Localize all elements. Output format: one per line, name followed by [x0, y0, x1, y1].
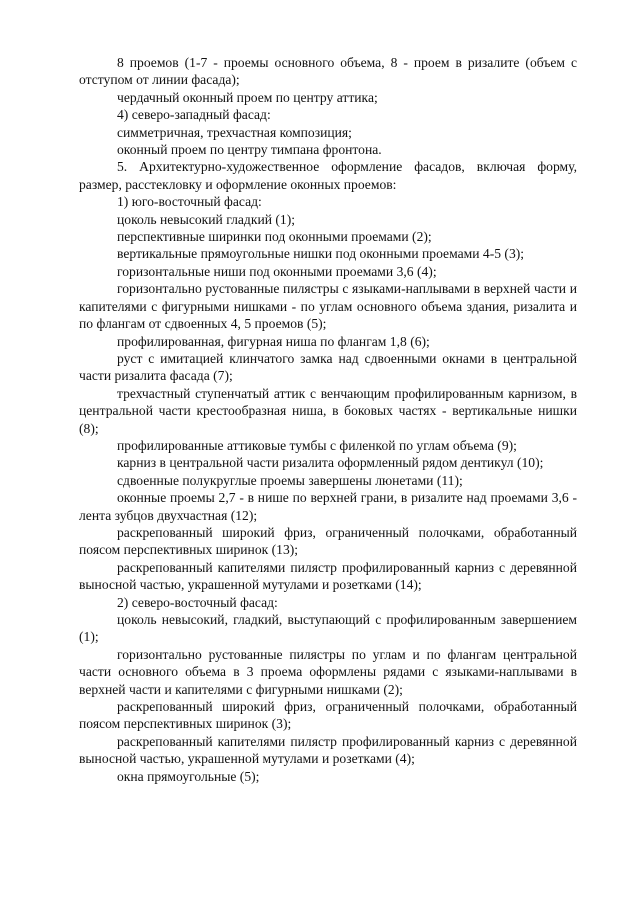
paragraph: 1) юго-восточный фасад:	[117, 194, 262, 210]
paragraph: раскрепованный капителями пилястр профилированный карниз с деревянной выносной частью, украшенной мутулами и розетками (14);	[79, 559, 577, 593]
paragraph: сдвоенные полукруглые проемы завершены люнетами (11);	[117, 472, 463, 488]
paragraph: горизонтально рустованные пилястры с языками-наплывами в верхней части и капителями с фигурными нишками - по углам основного объема здания, ризалита и по флангам от сдвоенных 4, 5 проемов (5);	[79, 281, 577, 332]
paragraph: раскрепованный широкий фриз, ограниченный полочками, обработанный поясом перспективных ширинок (13);	[79, 524, 577, 558]
paragraph: горизонтальные ниши под оконными проемами 3,6 (4);	[117, 263, 437, 279]
paragraph: раскрепованный капителями пилястр профилированный карниз с деревянной выносной частью, украшенной мутулами и розетками (4);	[79, 733, 577, 767]
paragraph: чердачный оконный проем по центру аттика;	[117, 89, 378, 105]
paragraph: 5. Архитектурно-художественное оформление фасадов, включая форму, размер, расстекловку и оформление оконных проемов:	[79, 159, 577, 192]
paragraph: раскрепованный широкий фриз, ограниченный полочками, обработанный поясом перспективных ширинок (3);	[79, 699, 577, 732]
paragraph: трехчастный ступенчатый аттик с венчающим профилированным карнизом, в центральной части крестообразная ниша, в боковых частях - вертикальные нишки (8);	[79, 385, 577, 436]
paragraph: 4) северо-западный фасад:	[117, 107, 271, 123]
paragraph: профилированные аттиковые тумбы с филенкой по углам объема (9);	[117, 437, 517, 453]
paragraph: 8 проемов (1-7 - проемы основного объема, 8 - проем в ризалите (объем с отступом от линии фасада);	[79, 55, 577, 88]
paragraph: перспективные ширинки под оконными проемами (2);	[117, 229, 432, 245]
paragraph: оконный проем по центру тимпана фронтона.	[117, 142, 382, 158]
paragraph: оконные проемы 2,7 - в нише по верхней грани, в ризалите над проемами 3,6 - лента зубцов двухчастная (12);	[79, 490, 577, 523]
paragraph: горизонтально рустованные пилястры по углам и по флангам центральной части основного объема в 3 проема оформлены рядами с языками-наплывами в верхней части и капителями с фигурными нишками (2);	[79, 646, 577, 697]
paragraph: вертикальные прямоугольные нишки под оконными проемами 4-5 (3);	[117, 246, 525, 262]
paragraph: окна прямоугольные (5);	[117, 768, 260, 784]
paragraph: профилированная, фигурная ниша по флангам 1,8 (6);	[117, 333, 430, 349]
paragraph: 2) северо-восточный фасад:	[117, 594, 278, 610]
paragraph: цоколь невысокий гладкий (1);	[117, 211, 296, 227]
paragraph: цоколь невысокий, гладкий, выступающий с профилированным завершением (1);	[79, 612, 577, 645]
paragraph: симметричная, трехчастная композиция;	[117, 124, 352, 140]
document-page	[79, 54, 577, 785]
paragraph: руст с имитацией клинчатого замка над сдвоенными окнами в центральной части ризалита фасада (7);	[79, 350, 577, 384]
paragraph: карниз в центральной части ризалита оформленный рядом дентикул (10);	[117, 455, 544, 471]
